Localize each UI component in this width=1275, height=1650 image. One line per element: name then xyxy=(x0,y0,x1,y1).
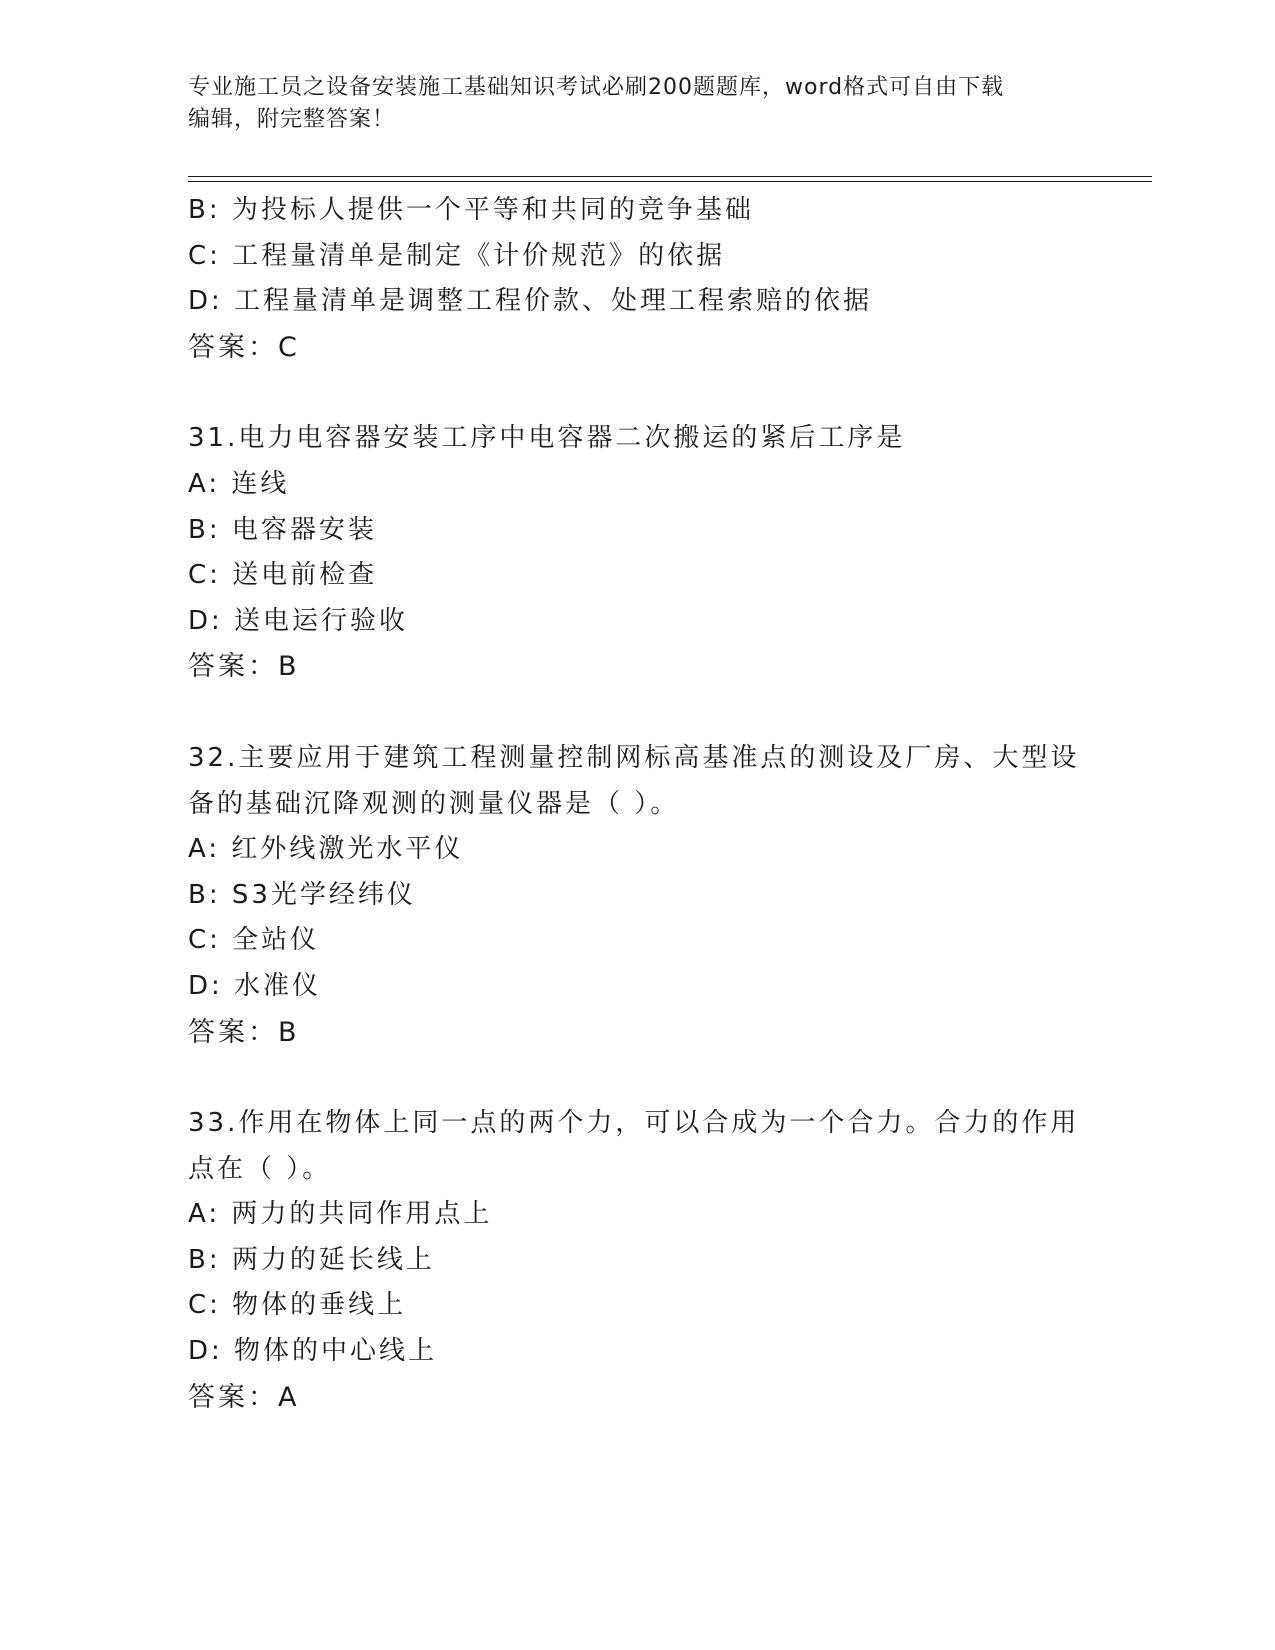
header-divider-bottom xyxy=(188,181,1152,182)
answer-text: 答案：A xyxy=(188,1381,300,1413)
header-title-line-1: 专业施工员之设备安装施工基础知识考试必刷200题题库，word格式可自由下载 xyxy=(188,75,1005,100)
question-text: 31.电力电容器安装工序中电容器二次搬运的紧后工序是 xyxy=(188,423,906,454)
answer-text: 答案：B xyxy=(188,651,300,683)
document-header xyxy=(188,72,1068,136)
answer-text: 答案：B xyxy=(188,1016,300,1048)
option-c: C: 全站仪 xyxy=(188,925,320,956)
question-block-30 xyxy=(188,188,1088,370)
option-a: A: 连线 xyxy=(188,468,290,499)
option-c: C: 工程量清单是制定《计价规范》的依据 xyxy=(188,240,726,271)
question-block-31 xyxy=(188,416,1088,690)
question-text-line-2: 备的基础沉降观测的测量仪器是（ ）。 xyxy=(188,788,680,819)
option-c: C: 物体的垂线上 xyxy=(188,1290,407,1321)
option-d: D: 送电运行验收 xyxy=(188,605,409,636)
spacer xyxy=(188,370,1088,416)
question-text-line-1: 32.主要应用于建筑工程测量控制网标高基准点的测设及厂房、大型设 xyxy=(188,742,1080,773)
option-b: B: S3光学经纬仪 xyxy=(188,879,416,910)
option-d: D: 物体的中心线上 xyxy=(188,1336,438,1367)
answer-text: 答案：C xyxy=(188,331,300,363)
question-text-line-1: 33.作用在物体上同一点的两个力，可以合成为一个合力。合力的作用 xyxy=(188,1108,1080,1139)
header-divider-top xyxy=(188,176,1152,177)
spacer xyxy=(188,690,1088,736)
spacer xyxy=(188,1055,1088,1101)
option-a: A: 红外线激光水平仪 xyxy=(188,834,464,865)
option-b: B: 电容器安装 xyxy=(188,514,377,545)
option-b: B: 为投标人提供一个平等和共同的竞争基础 xyxy=(188,195,754,225)
option-b: B: 两力的延长线上 xyxy=(188,1244,435,1275)
header-title-line-2: 编辑，附完整答案！ xyxy=(188,107,396,132)
question-block-33 xyxy=(188,1101,1088,1420)
option-d: D: 水准仪 xyxy=(188,970,322,1001)
option-a: A: 两力的共同作用点上 xyxy=(188,1199,493,1230)
question-text-line-2: 点在（ ）。 xyxy=(188,1153,332,1184)
option-c: C: 送电前检查 xyxy=(188,560,378,591)
question-list xyxy=(188,188,1088,1420)
option-d: D: 工程量清单是调整工程价款、处理工程索赔的依据 xyxy=(188,286,873,317)
question-block-32 xyxy=(188,736,1088,1055)
